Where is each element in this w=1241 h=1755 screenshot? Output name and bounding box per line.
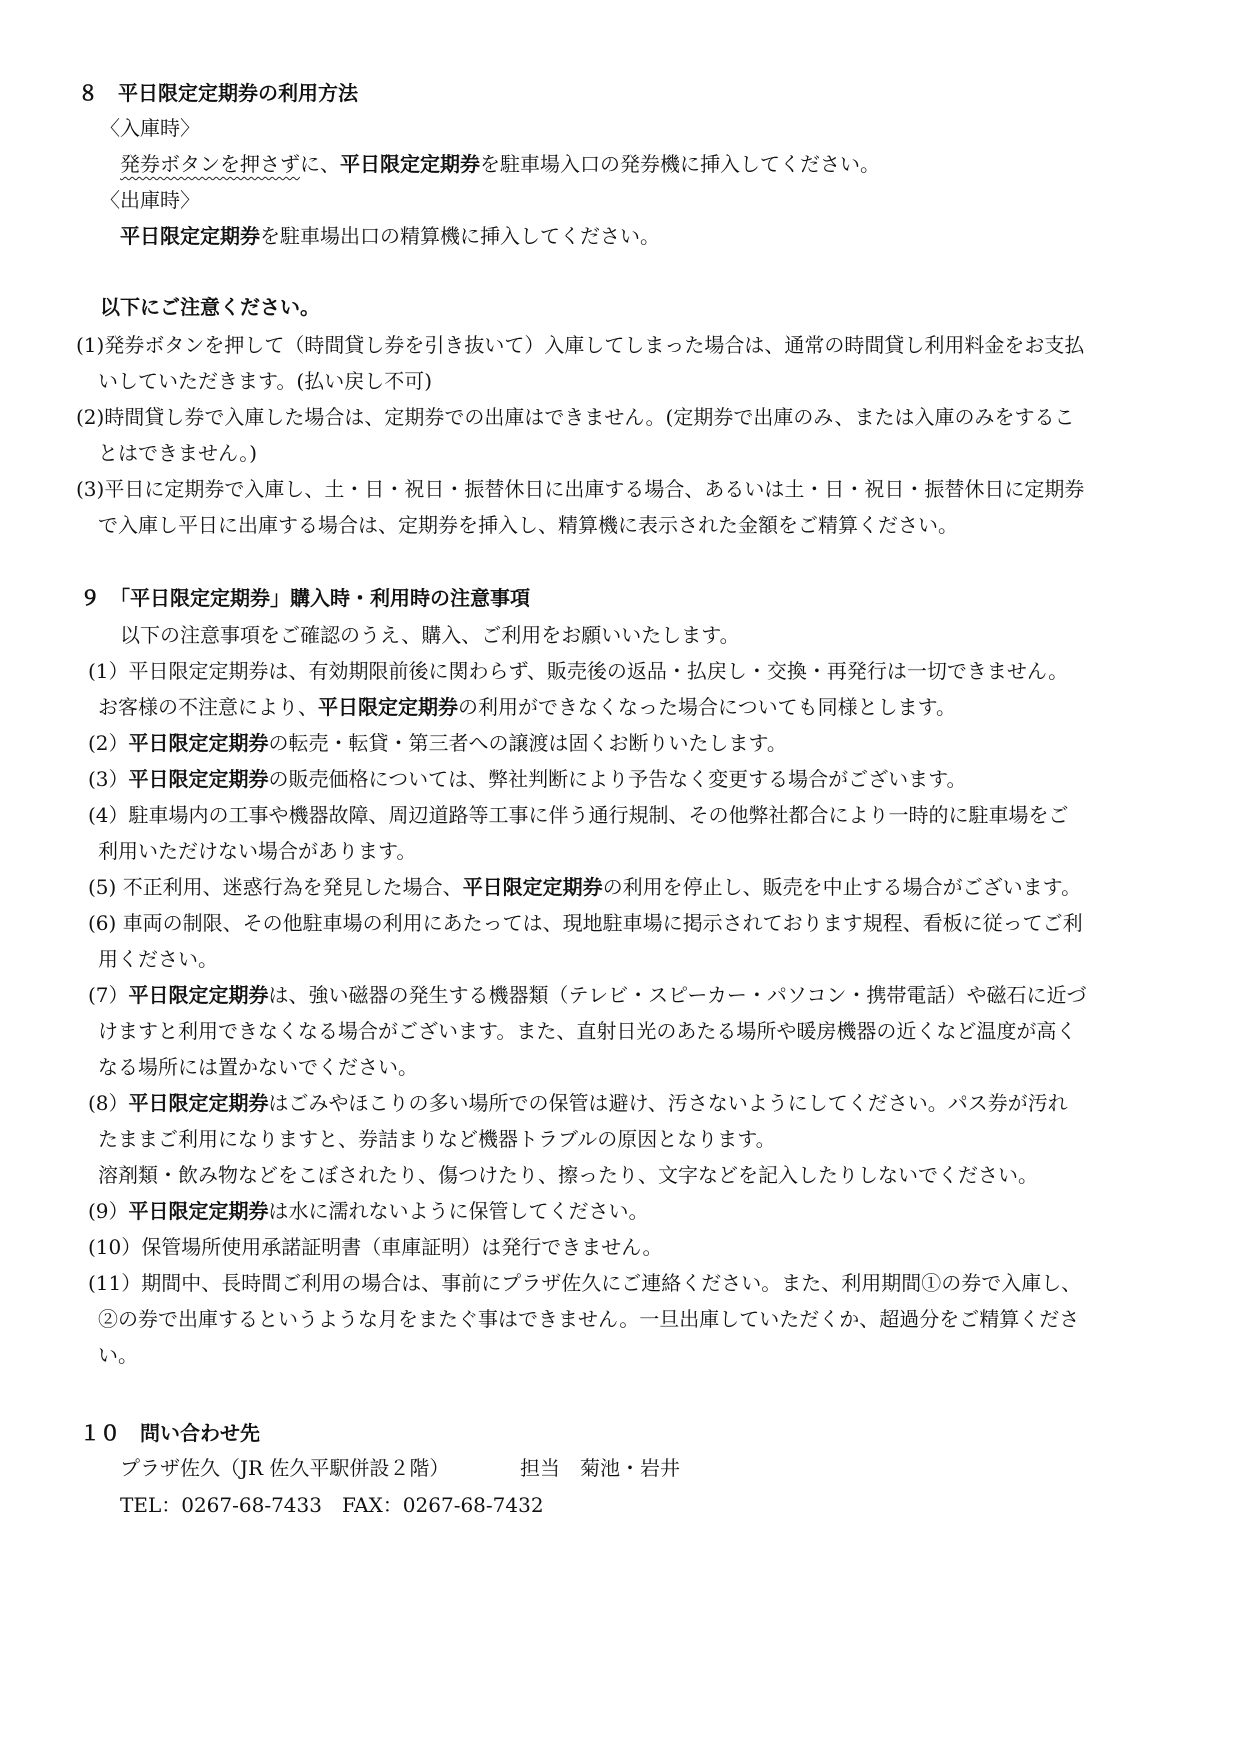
ticket-name: 平日限定定期券 bbox=[128, 767, 269, 791]
note-3: (3）平日限定定期券の販売価格については、弊社判断により予告なく変更する場合がございます。 bbox=[88, 767, 967, 791]
note-10: (10）保管場所使用承諾証明書（車庫証明）は発行できません。 bbox=[88, 1235, 663, 1259]
note-2: (2）平日限定定期券の転売・転貸・第三者への譲渡は固くお断りいたします。 bbox=[88, 731, 787, 755]
caution-3-line-2: で入庫し平日に出庫する場合は、定期券を挿入し、精算機に表示された金額をご精算ください。 bbox=[98, 513, 958, 537]
ticket-name: 平日限定定期券 bbox=[128, 1091, 269, 1115]
ticket-name: 平日限定定期券 bbox=[120, 224, 260, 248]
caution-3-line-1: (3)平日に定期券で入庫し、土・日・祝日・振替休日に出庫する場合、あるいは土・日・祝日・振替休日に定期券 bbox=[76, 477, 1085, 501]
entry-instruction: 発券ボタンを押さずに、平日限定定期券を駐車場入口の発券機に挿入してください。 bbox=[120, 152, 880, 176]
note-9: (9）平日限定定期券は水に濡れないように保管してください。 bbox=[88, 1199, 649, 1223]
note-11-line-3: い。 bbox=[98, 1343, 138, 1367]
contact-office: プラザ佐久（JR 佐久平駅併設２階） bbox=[120, 1456, 450, 1480]
ticket-name: 平日限定定期券 bbox=[340, 152, 480, 176]
caution-1-line-2: いしていただきます。(払い戻し不可) bbox=[98, 369, 433, 393]
note-8-line-3: 溶剤類・飲み物などをこぼされたり、傷つけたり、擦ったり、文字などを記入したりしないでください。 bbox=[98, 1163, 1038, 1187]
note-7-line-2: けますと利用できなくなる場合がございます。また、直射日光のあたる場所や暖房機器の近くなど温度が高く bbox=[98, 1019, 1077, 1043]
caution-1-line-1: (1)発券ボタンを押して（時間貸し券を引き抜いて）入庫してしまった場合は、通常の時間貸し利用料金をお支払 bbox=[76, 333, 1085, 357]
ticket-name: 平日限定定期券 bbox=[462, 875, 603, 899]
section-9-heading: ９ 「平日限定定期券」購入時・利用時の注意事項 bbox=[80, 586, 530, 610]
note-6-line-1: (6) 車両の制限、その他駐車場の利用にあたっては、現地駐車場に掲示されております規程、看板に従ってご利 bbox=[88, 911, 1083, 935]
caution-2-line-2: とはできません。) bbox=[98, 441, 258, 465]
note-4-line-2: 利用いただけない場合があります。 bbox=[98, 839, 417, 863]
note-4-line-1: (4）駐車場内の工事や機器故障、周辺道路等工事に伴う通行規制、その他弊社都合により一時的に駐車場をご bbox=[88, 803, 1069, 827]
note-11-line-1: (11）期間中、長時間ご利用の場合は、事前にプラザ佐久にご連絡ください。また、利用期間①の券で入庫し、 bbox=[88, 1271, 1082, 1295]
note-11-line-2: ②の券で出庫するというような月をまたぐ事はできません。一旦出庫していただくか、超過分をご精算くださ bbox=[98, 1307, 1080, 1331]
section-8-heading: ８ 平日限定定期券の利用方法 bbox=[78, 81, 358, 105]
entry-label: 〈入庫時〉 bbox=[100, 116, 200, 140]
ticket-name: 平日限定定期券 bbox=[318, 695, 458, 719]
caution-heading: 以下にご注意ください。 bbox=[100, 295, 320, 319]
note-7-line-1: (7）平日限定定期券は、強い磁器の発生する機器類（テレビ・スピーカー・パソコン・携帯電話）や磁石に近づ bbox=[88, 983, 1087, 1007]
caution-2-line-1: (2)時間貸し券で入庫した場合は、定期券での出庫はできません。(定期券で出庫のみ、または入庫のみをするこ bbox=[76, 405, 1075, 429]
exit-instruction: 平日限定定期券を駐車場出口の精算機に挿入してください。 bbox=[120, 224, 660, 248]
note-1-line-1: (1）平日限定定期券は、有効期限前後に関わらず、販売後の返品・払戻し・交換・再発行は一切できません。 bbox=[88, 659, 1069, 683]
entry-warning-underlined: 発券ボタンを押さず bbox=[120, 152, 300, 176]
ticket-name: 平日限定定期券 bbox=[128, 1199, 269, 1223]
note-8-line-2: たままご利用になりますと、券詰まりなど機器トラブルの原因となります。 bbox=[98, 1127, 776, 1151]
section-10-heading: １０ 問い合わせ先 bbox=[80, 1421, 260, 1445]
note-7-line-3: なる場所には置かないでください。 bbox=[98, 1055, 418, 1079]
note-5: (5) 不正利用、迷惑行為を発見した場合、平日限定定期券の利用を停止し、販売を中止する場合がございます。 bbox=[88, 875, 1082, 899]
note-1-line-2: お客様の不注意により、平日限定定期券の利用ができなくなった場合についても同様とします。 bbox=[98, 695, 956, 719]
exit-label: 〈出庫時〉 bbox=[100, 188, 200, 212]
note-8-line-1: (8）平日限定定期券はごみやほこりの多い場所での保管は避け、汚さないようにしてください。パス券が汚れ bbox=[88, 1091, 1068, 1115]
section-9-intro: 以下の注意事項をご確認のうえ、購入、ご利用をお願いいたします。 bbox=[120, 623, 740, 647]
ticket-name: 平日限定定期券 bbox=[128, 983, 269, 1007]
note-6-line-2: 用ください。 bbox=[98, 947, 218, 971]
contact-staff: 担当 菊池・岩井 bbox=[520, 1456, 680, 1480]
ticket-name: 平日限定定期券 bbox=[128, 731, 269, 755]
contact-phone-fax: TEL：0267-68-7433 FAX：0267-68-7432 bbox=[120, 1493, 544, 1517]
